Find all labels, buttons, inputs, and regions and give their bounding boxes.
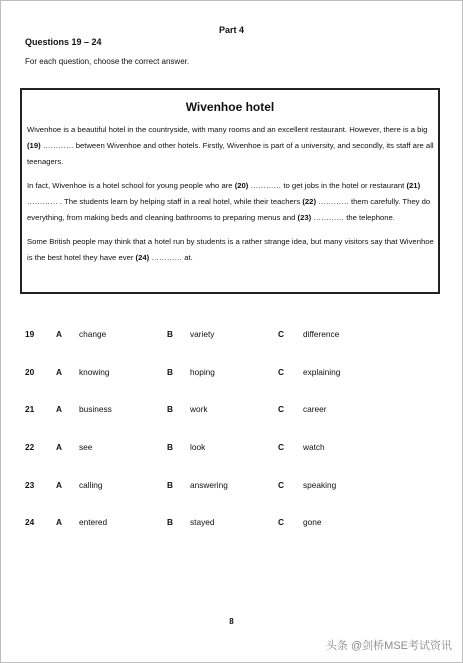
option-b[interactable]: work <box>190 404 208 414</box>
option-a[interactable]: entered <box>79 517 108 527</box>
passage-box <box>20 88 440 294</box>
gap-21: (21) <box>406 181 421 190</box>
option-letter-c: C <box>278 517 284 527</box>
question-number: 23 <box>25 480 35 490</box>
passage-title: Wivenhoe hotel <box>185 100 275 114</box>
option-b[interactable]: look <box>190 442 206 452</box>
option-b[interactable]: variety <box>190 329 215 339</box>
option-c[interactable]: career <box>303 404 327 414</box>
option-letter-a: A <box>56 404 62 414</box>
option-b[interactable]: hoping <box>190 367 215 377</box>
question-number: 20 <box>25 367 35 377</box>
question-row-21 <box>25 404 445 418</box>
page-number: 8 <box>229 617 234 626</box>
option-letter-c: C <box>278 404 284 414</box>
question-number: 21 <box>25 404 35 414</box>
passage-paragraph-2: In fact, Wivenhoe is a hotel school for young people who are (20) ………… to get jobs in the hotel or restaurant (21) ………… . The students learn by helping staff in a real hotel, while their teachers (22) ………… them carefully. They do everything, from making beds and cleaning bathrooms to preparing menus and (23) ………… the telephone. <box>27 181 431 222</box>
question-row-24 <box>25 517 445 531</box>
option-letter-c: C <box>278 480 284 490</box>
question-number: 22 <box>25 442 35 452</box>
question-row-23 <box>25 480 445 494</box>
option-letter-a: A <box>56 517 62 527</box>
option-a[interactable]: knowing <box>79 367 110 377</box>
option-a[interactable]: business <box>79 404 112 414</box>
question-row-19 <box>25 329 445 343</box>
option-letter-b: B <box>167 329 173 339</box>
option-letter-c: C <box>278 367 284 377</box>
part-heading: Part 4 <box>218 25 244 35</box>
option-c[interactable]: speaking <box>303 480 337 490</box>
option-c[interactable]: explaining <box>303 367 341 377</box>
gap-19: (19) <box>27 141 41 150</box>
option-letter-c: C <box>278 329 284 339</box>
option-letter-b: B <box>167 404 173 414</box>
question-number: 19 <box>25 329 35 339</box>
questions-heading: Questions 19 – 24 <box>25 37 102 47</box>
gap-20: (20) <box>234 181 249 190</box>
passage-paragraph-1: Wivenhoe is a beautiful hotel in the countryside, with many rooms and an excellent restaurant. However, there is a big (19) ………… between Wivenhoe and other hotels. Firstly, Wivenhoe is part of a university, and secondly, its staff are all teenagers. <box>27 125 434 166</box>
option-letter-b: B <box>167 517 173 527</box>
option-c[interactable]: difference <box>303 329 340 339</box>
watermark: 头条 @剑桥MSE考试资讯 <box>325 640 452 652</box>
gap-23: (23) <box>297 213 312 222</box>
option-letter-a: A <box>56 329 62 339</box>
option-letter-b: B <box>167 480 173 490</box>
option-letter-b: B <box>167 442 173 452</box>
gap-22: (22) <box>302 197 316 206</box>
option-a[interactable]: calling <box>79 480 103 490</box>
option-a[interactable]: change <box>79 329 107 339</box>
option-letter-a: A <box>56 480 62 490</box>
gap-24: (24) <box>135 253 150 262</box>
instruction-text: For each question, choose the correct answer. <box>25 57 190 66</box>
question-row-20 <box>25 367 445 381</box>
option-c[interactable]: gone <box>303 517 322 527</box>
option-b[interactable]: answering <box>190 480 228 490</box>
question-number: 24 <box>25 517 35 527</box>
passage-paragraph-3: Some British people may think that a hotel run by students is a rather strange idea, but many visitors say that Wivenhoe is the best hotel they have ever (24) ………… at. <box>27 237 434 262</box>
option-c[interactable]: watch <box>303 442 325 452</box>
option-a[interactable]: see <box>79 442 93 452</box>
question-row-22 <box>25 442 445 456</box>
option-letter-a: A <box>56 367 62 377</box>
option-letter-b: B <box>167 367 173 377</box>
option-letter-c: C <box>278 442 284 452</box>
option-letter-a: A <box>56 442 62 452</box>
option-b[interactable]: stayed <box>190 517 215 527</box>
